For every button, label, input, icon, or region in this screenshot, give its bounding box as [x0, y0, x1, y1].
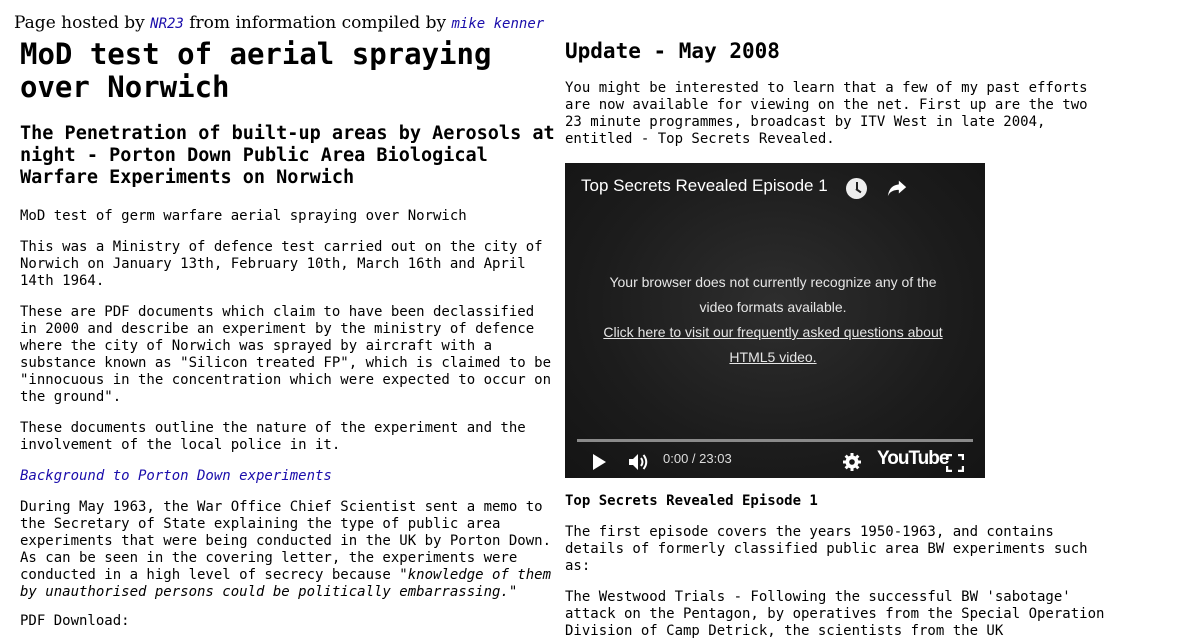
video-player[interactable] — [565, 163, 985, 478]
page-subtitle: The Penetration of built-up areas by Aerosols at night - Porton Down Public Area Biological Warfare Experiments on Norwich — [20, 123, 555, 188]
war-office-quote: "knowledge of them by unauthorised persons could be politically embarrassing." — [20, 567, 552, 600]
hosted-middle: from information compiled by — [183, 13, 452, 33]
nr23-link[interactable]: NR23 — [150, 16, 184, 32]
page-title: MoD test of aerial spraying over Norwich — [20, 37, 492, 104]
war-office-paragraph — [20, 499, 555, 601]
update-intro: You might be interested to learn that a few of my past efforts are now available for viewing on the net. First up are the two 23 minute programmes, broadcast by ITV West in late 2004, entitled - Top Secrets Revealed. — [565, 80, 1088, 147]
clock-icon[interactable] — [846, 178, 867, 199]
hosted-by-line — [14, 13, 544, 34]
unsupported-format-message — [595, 270, 951, 370]
video-title[interactable]: Top Secrets Revealed Episode 1 — [581, 176, 828, 195]
progress-bar[interactable] — [577, 439, 973, 442]
volume-icon[interactable] — [628, 452, 650, 472]
player-controls — [565, 447, 985, 478]
hosted-prefix: Page hosted by — [14, 13, 151, 33]
share-icon[interactable] — [886, 177, 908, 199]
compiler-link[interactable]: mike kenner — [451, 16, 545, 32]
settings-icon[interactable] — [843, 453, 861, 471]
background-link[interactable]: Background to Porton Down experiments — [20, 468, 332, 484]
war-office-text: During May 1963, the War Office Chief Scientist sent a memo to the Secretary of State explaining the type of public area experiments that were being conducted in the UK by Porton Down. As can be seen in the covering letter, the experiments were conducted in a high level of secrecy because — [20, 499, 552, 583]
time-display: 0:00 / 23:03 — [663, 451, 732, 466]
youtube-logo[interactable]: YouTube — [877, 448, 949, 469]
unsupported-format-text: Your browser does not currently recognize any of the video formats available. — [609, 274, 937, 315]
episode-description: The first episode covers the years 1950-1963, and contains details of formerly classified public area BW experiments such as: — [565, 524, 1088, 574]
test-dates-paragraph: This was a Ministry of defence test carried out on the city of Norwich on January 13th, February 10th, March 16th and April 14th 1964. — [20, 239, 543, 289]
play-icon[interactable] — [591, 453, 607, 471]
pdf-download-heading: PDF Download: — [20, 613, 130, 629]
documents-outline-paragraph: These documents outline the nature of the experiment and the involvement of the local police in it. — [20, 420, 526, 453]
intro-line: MoD test of germ warfare aerial spraying over Norwich — [20, 208, 467, 224]
pdf-description-paragraph: These are PDF documents which claim to have been declassified in 2000 and describe an experiment by the ministry of defence where the city of Norwich was sprayed by aircraft with a substance known as "Silicon treated FP", which is claimed to be "innocuous in the concentration which were expected to occur on the ground". — [20, 304, 552, 405]
update-heading: Update - May 2008 — [565, 39, 780, 63]
left-column — [20, 38, 555, 630]
westwood-trials-paragraph: The Westwood Trials - Following the successful BW 'sabotage' attack on the Pentagon, by operatives from the Special Operation Division of Camp Detrick, the scientists from the UK — [565, 589, 1105, 639]
html5-faq-link[interactable]: Click here to visit our frequently asked questions about HTML5 video. — [603, 324, 943, 365]
episode-heading: Top Secrets Revealed Episode 1 — [565, 493, 818, 509]
fullscreen-icon[interactable] — [946, 454, 964, 472]
